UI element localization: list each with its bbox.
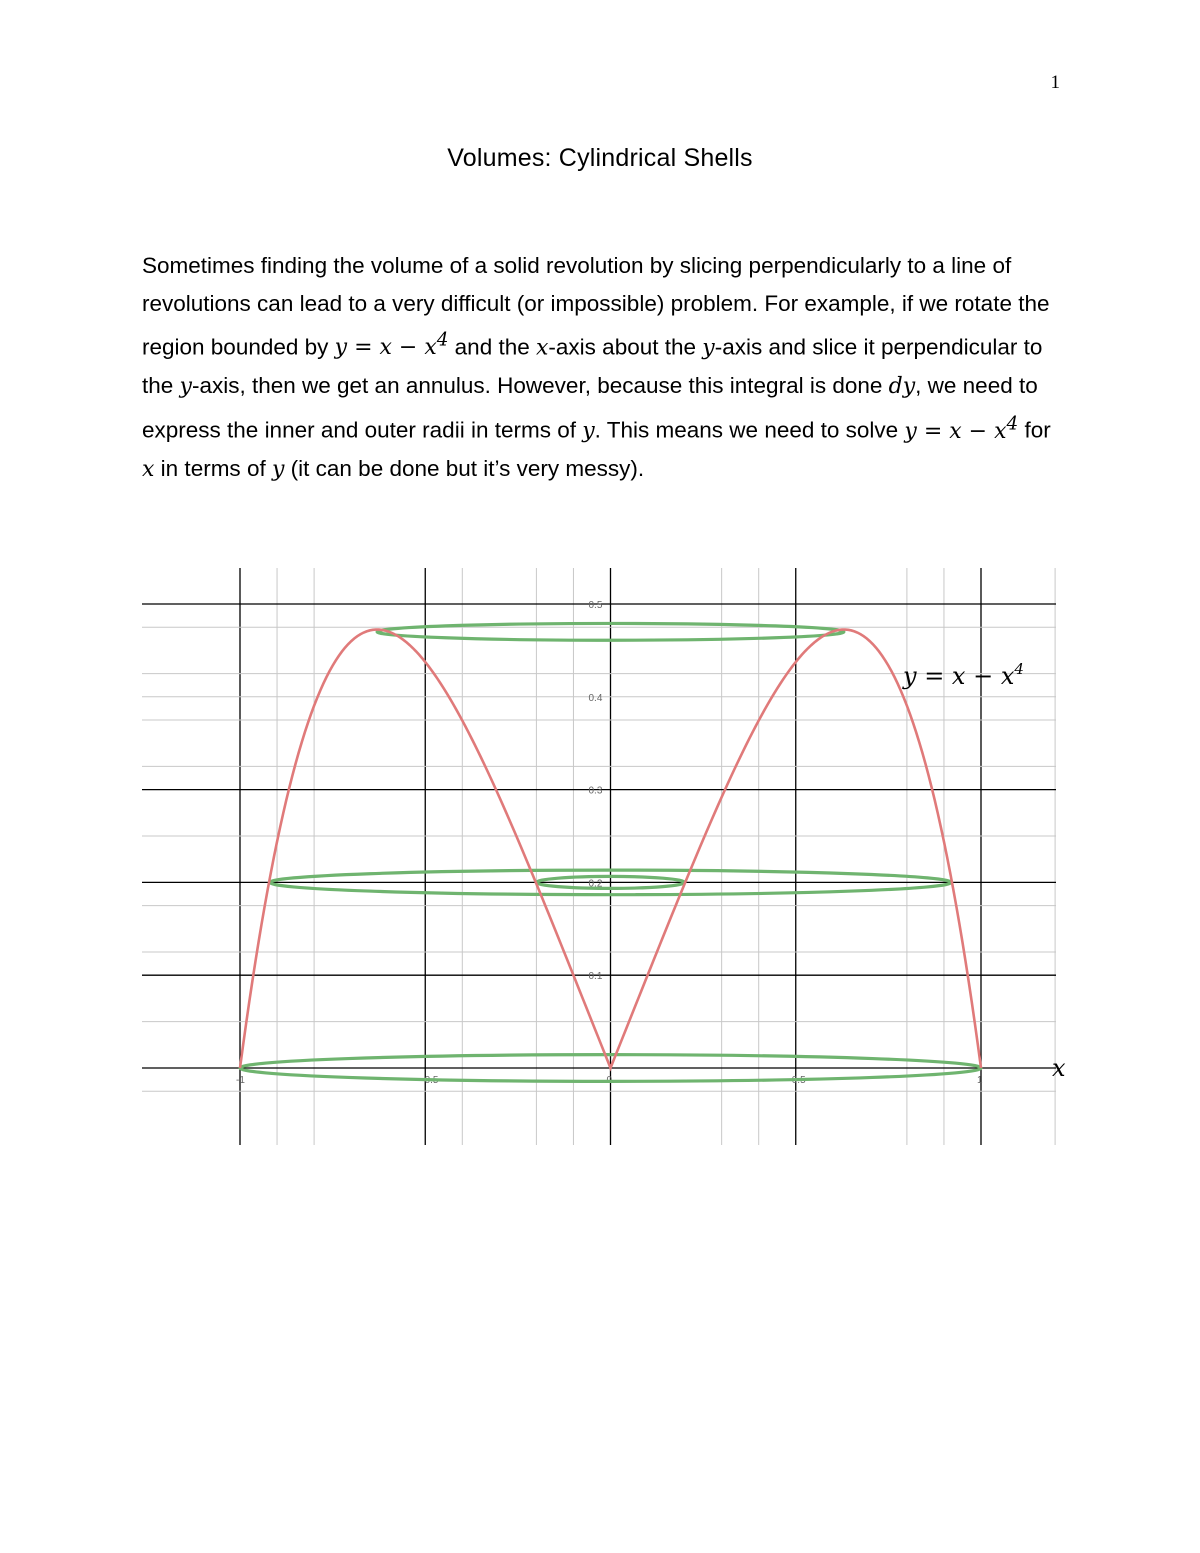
curve-label (902, 660, 1024, 690)
text-run: . This means we need to solve (594, 417, 905, 443)
var-x: x (536, 335, 549, 361)
equation-inline (904, 413, 1019, 444)
equation-inline (334, 330, 449, 361)
y-tick-label: 0.5 (588, 600, 603, 611)
var-y: y (582, 418, 595, 444)
labels (902, 660, 1066, 1082)
var-y: y (271, 457, 285, 483)
revolution-graph (130, 560, 1070, 1160)
text-run: -axis, then we get an annulus. However, because this integral is done (191, 372, 889, 398)
tick-labels (236, 600, 983, 1086)
text-run: (it can be done but it’s very messy). (284, 456, 645, 482)
text-run: -axis about the (548, 334, 703, 360)
y-tick-label: 0.1 (588, 971, 603, 983)
text-run: for (1018, 417, 1051, 443)
x-axis-label: x (1052, 1054, 1066, 1082)
body-paragraph (142, 247, 1067, 489)
y-tick-label: 0.4 (588, 692, 603, 704)
grid (142, 568, 1056, 1145)
var-y: y (702, 335, 715, 361)
equation-exponent: 4 (436, 330, 449, 351)
curve-label-text: y = x − x (903, 662, 1015, 690)
text-run: Sometimes finding the volume of a solid revolution by slicing perpendicularly to a line of revolutions can lead to a very difficult (or impossible) problem. For example, if we rotate the region bounded by (142, 253, 1050, 360)
text-run: in terms of (154, 456, 272, 482)
y-tick-label: 0.3 (588, 785, 603, 797)
text-run: -axis and slice it perpendicular to the (142, 334, 1043, 398)
text-run: , we need to express the inner and outer radii in terms of (142, 372, 1038, 443)
page-title: Volumes: Cylindrical Shells (447, 144, 753, 172)
page-number: 1 (1050, 72, 1060, 93)
equation-text: y = x − x (334, 335, 437, 361)
var-x: x (142, 457, 155, 483)
equation-text: y = x − x (904, 418, 1007, 444)
curve-label-exponent: 4 (1014, 660, 1024, 678)
x-tick-label: -0.5 (421, 1075, 439, 1086)
text-run: and the (448, 334, 536, 360)
y-tick-label: 0.2 (588, 878, 603, 890)
x-tick-label: 0 (606, 1075, 613, 1086)
var-dy: dy (888, 373, 916, 399)
equation-exponent: 4 (1006, 413, 1019, 435)
var-y: y (179, 373, 192, 399)
x-tick-label: -1 (236, 1075, 245, 1086)
x-tick-label: 0.5 (791, 1075, 806, 1086)
x-tick-label: 1 (977, 1075, 983, 1086)
